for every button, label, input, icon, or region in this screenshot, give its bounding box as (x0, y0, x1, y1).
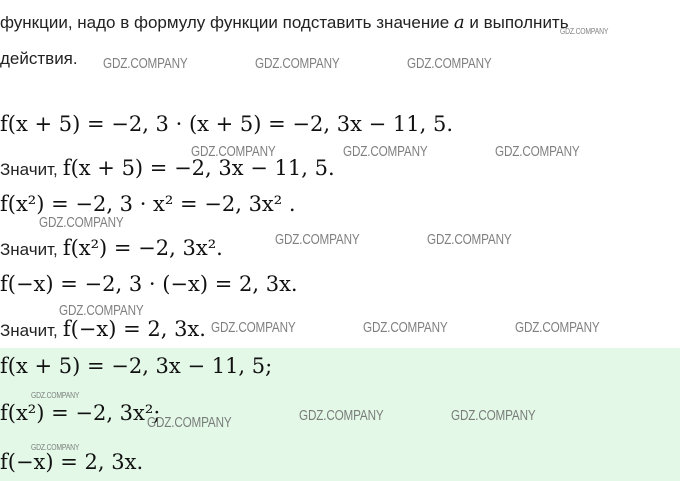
watermark: GDZ.COMPANY (515, 319, 600, 336)
watermark: GDZ.COMPANY (343, 143, 428, 160)
answer-line-3: f(−x) = 2, 3x. (0, 450, 144, 474)
watermark: GDZ.COMPANY (191, 143, 276, 160)
watermark: GDZ.COMPANY (59, 302, 144, 319)
result-line-3 (0, 317, 206, 341)
watermark: GDZ.COMPANY (39, 214, 124, 231)
watermark: GDZ.COMPANY (299, 407, 384, 424)
watermark: GDZ.COMPANY (255, 55, 340, 72)
result-label: Значит, (0, 321, 58, 340)
variable-a: a (453, 12, 465, 33)
watermark: GDZ.COMPANY (211, 319, 296, 336)
watermark: GDZ.COMPANY (495, 143, 580, 160)
result-label: Значит, (0, 240, 58, 259)
result-formula: f(x + 5) = −2, 3x − 11, 5. (62, 156, 335, 180)
answer-line-2: f(x²) = −2, 3x²; (0, 401, 161, 425)
result-line-2 (0, 236, 223, 260)
watermark: GDZ.COMPANY (275, 231, 360, 248)
watermark: GDZ.COMPANY (147, 414, 232, 431)
watermark: GDZ.COMPANY (363, 319, 448, 336)
watermark: GDZ.COMPANY (451, 407, 536, 424)
watermark: GDZ.COMPANY (427, 231, 512, 248)
paragraph-text: функции, надо в формулу функции подставить значение (0, 13, 450, 32)
result-line-1 (0, 156, 335, 180)
formula-f-minus-x: f(−x) = −2, 3 · (−x) = 2, 3x. (0, 272, 298, 296)
paragraph-line-1 (0, 12, 569, 33)
watermark: GDZ.COMPANY (407, 55, 492, 72)
watermark: GDZ.COMPANY (31, 443, 80, 452)
result-label: Значит, (0, 160, 58, 179)
result-formula: f(−x) = 2, 3x. (62, 317, 206, 341)
result-formula: f(x²) = −2, 3x². (62, 236, 223, 260)
watermark: GDZ.COMPANY (31, 391, 80, 400)
watermark: GDZ.COMPANY (103, 55, 188, 72)
formula-f-x-plus-5: f(x + 5) = −2, 3 · (x + 5) = −2, 3x − 11, 5. (0, 112, 453, 136)
paragraph-text-end: и выполнить (469, 13, 569, 32)
paragraph-line-2: действия. (0, 49, 78, 68)
watermark: GDZ.COMPANY (560, 27, 609, 36)
answer-line-1: f(x + 5) = −2, 3x − 11, 5; (0, 354, 273, 378)
formula-f-x-squared: f(x²) = −2, 3 · x² = −2, 3x² . (0, 192, 296, 216)
